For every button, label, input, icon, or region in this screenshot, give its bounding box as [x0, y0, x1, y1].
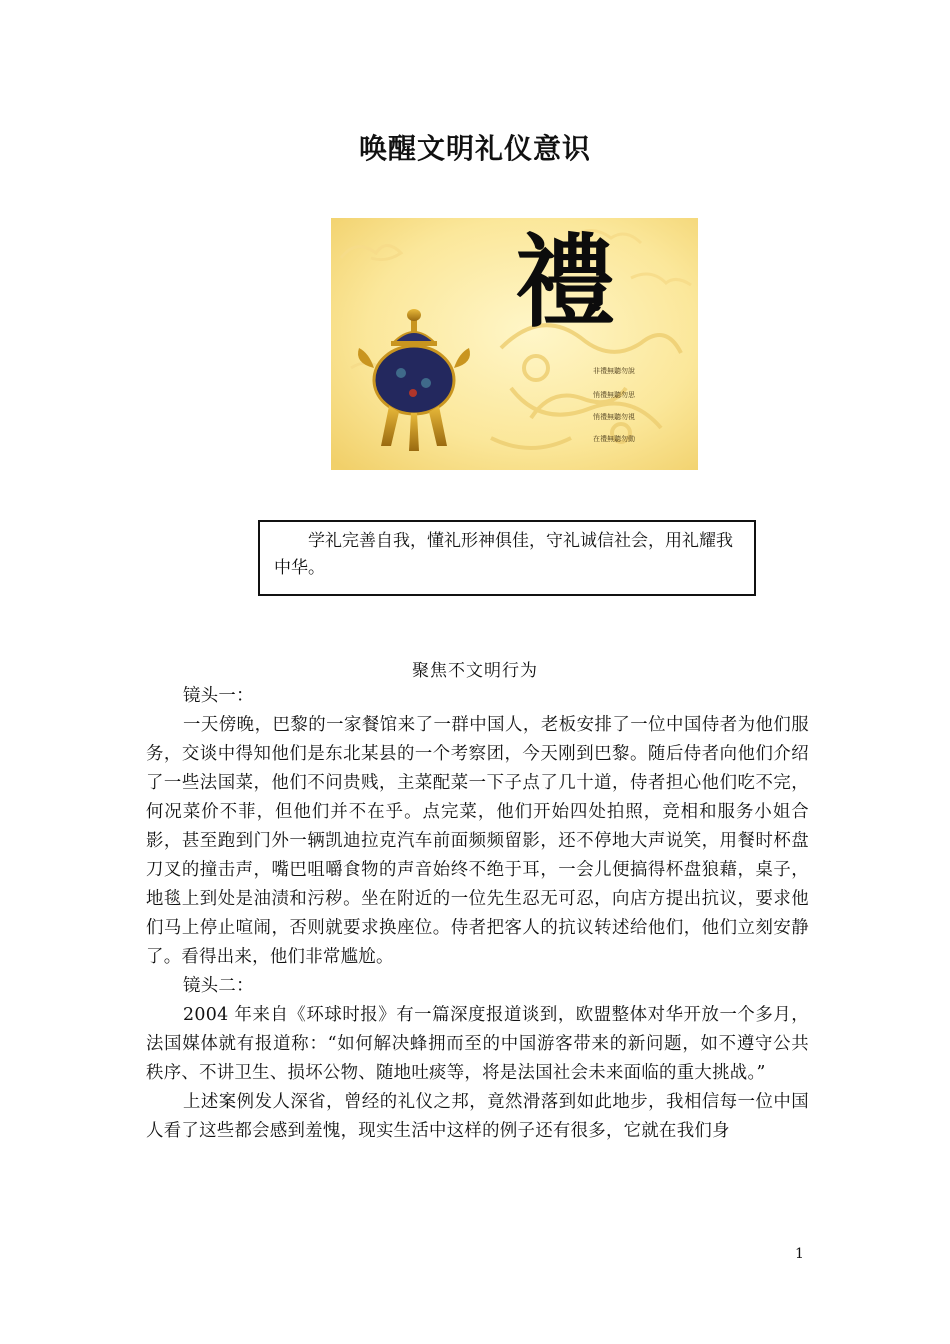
paragraph: 2004 年来自《环球时报》有一篇深度报道谈到，欧盟整体对华开放一个多月，法国媒体就有报道称：“如何解决蜂拥而至的中国游客带来的新问题，如不遵守公共秩序、不讲卫生、损坏公物、随地吐痰等，将是法国社会未来面临的重大挑战。”	[146, 1005, 809, 1083]
banner-verse: 悄禮無聽勿視	[593, 413, 635, 421]
shot-label: 镜头二：	[183, 976, 254, 996]
body-text	[146, 682, 809, 1146]
banner-verse: 在禮無聽勿動	[593, 435, 635, 443]
page-number: 1	[795, 1246, 804, 1262]
document-title: 唤醒文明礼仪意识	[358, 132, 591, 165]
section-heading: 聚焦不文明行为	[412, 661, 538, 681]
shot-label: 镜头一：	[183, 686, 254, 706]
paragraph: 一天傍晚，巴黎的一家餐馆来了一群中国人，老板安排了一位中国侍者为他们服务，交谈中得知他们是东北某县的一个考察团，今天刚到巴黎。随后侍者向他们介绍了一些法国菜，他们不问贵贱，主菜配菜一下子点了几十道，侍者担心他们吃不完，何况菜价不菲，但他们并不在乎。点完菜，他们开始四处拍照，竞相和服务小姐合影，甚至跑到门外一辆凯迪拉克汽车前面频频留影，还不停地大声说笑，用餐时杯盘刀叉的撞击声，嘴巴咀嚼食物的声音始终不绝于耳，一会儿便搞得杯盘狼藉，桌子，地毯上到处是油渍和污秽。坐在附近的一位先生忍无可忍，向店方提出抗议，要求他们马上停止喧闹，否则就要求换座位。侍者把客人的抗议转述给他们，他们立刻安静了。看得出来，他们非常尴尬。	[146, 715, 809, 967]
banner-verse: 悄禮無聽勿思	[593, 391, 635, 399]
banner-verse: 非禮無聽勿說	[593, 367, 635, 375]
etiquette-banner-image	[331, 218, 698, 470]
li-calligraphy-character: 禮	[515, 223, 615, 341]
motto-box: 学礼完善自我，懂礼形神俱佳，守礼诚信社会，用礼耀我中华。	[258, 520, 756, 596]
paragraph: 上述案例发人深省，曾经的礼仪之邦，竟然滑落到如此地步，我相信每一位中国人看了这些都会感到羞愧，现实生活中这样的例子还有很多，它就在我们身	[146, 1092, 809, 1141]
